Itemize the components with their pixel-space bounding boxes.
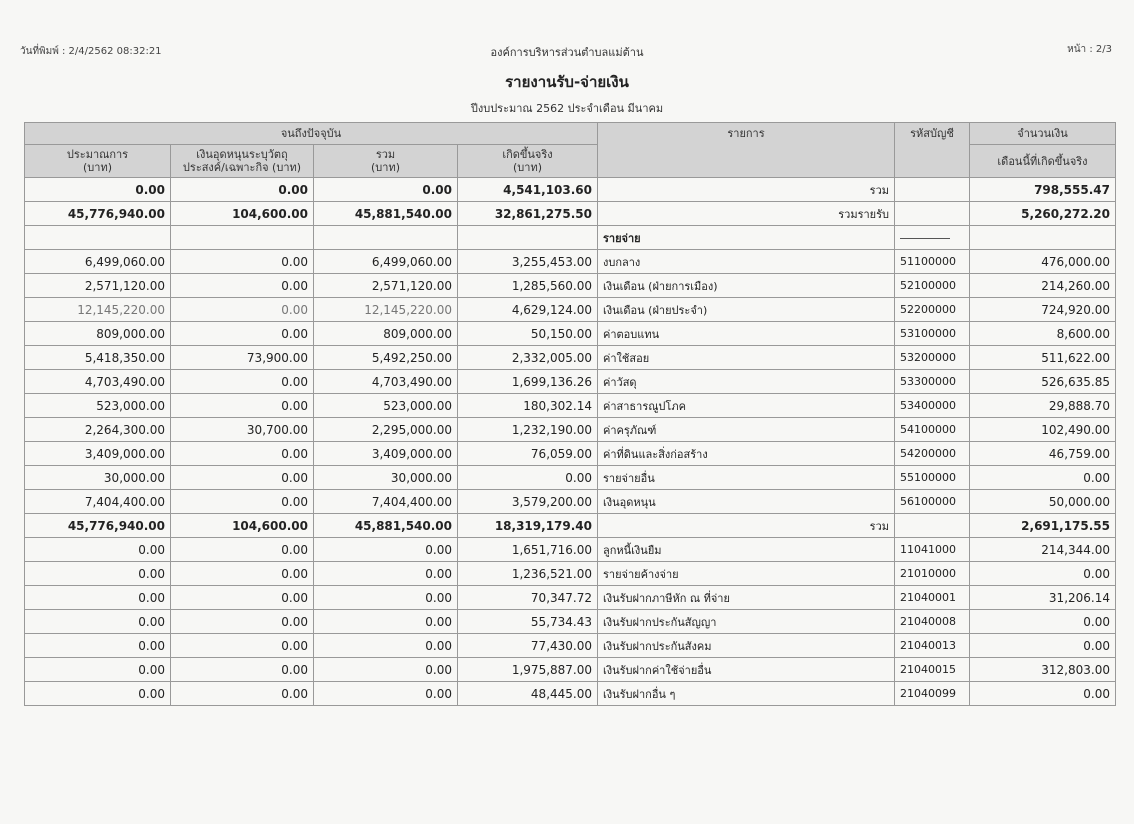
cell-item-name: เงินรับฝากอื่น ๆ — [598, 682, 895, 706]
other-rows — [25, 538, 1116, 706]
empty-cell — [171, 226, 314, 250]
cell-amount: 214,260.00 — [970, 274, 1116, 298]
cell-actual: 77,430.00 — [458, 634, 598, 658]
cell-account-code: 53300000 — [895, 370, 970, 394]
cell-budget: 45,776,940.00 — [25, 202, 171, 226]
report-table — [24, 122, 1116, 706]
cell-total: 45,881,540.00 — [314, 202, 458, 226]
cell-reserve: 0.00 — [171, 634, 314, 658]
cell-budget: 0.00 — [25, 634, 171, 658]
cell-reserve: 0.00 — [171, 562, 314, 586]
cell-total: 3,409,000.00 — [314, 442, 458, 466]
cell-reserve: 30,700.00 — [171, 418, 314, 442]
cell-actual: 4,541,103.60 — [458, 178, 598, 202]
cell-item-name: รายจ่ายค้างจ่าย — [598, 562, 895, 586]
header-total: รวม (บาท) — [314, 145, 458, 178]
cell-amount: 526,635.85 — [970, 370, 1116, 394]
cell-actual: 2,332,005.00 — [458, 346, 598, 370]
cell-item-name: เงินรับฝากค่าใช้จ่ายอื่น — [598, 658, 895, 682]
section-row — [25, 226, 1116, 250]
header-actual: เกิดขึ้นจริง (บาท) — [458, 145, 598, 178]
cell-budget: 2,571,120.00 — [25, 274, 171, 298]
cell-total: 4,703,490.00 — [314, 370, 458, 394]
cell-item-name: เงินรับฝากภาษีหัก ณ ที่จ่าย — [598, 586, 895, 610]
cell-actual: 1,975,887.00 — [458, 658, 598, 682]
header-item: รายการ — [598, 123, 895, 178]
cell-account-code: 51100000 — [895, 250, 970, 274]
cell-amount: 0.00 — [970, 466, 1116, 490]
cell-actual: 1,236,521.00 — [458, 562, 598, 586]
cell-amount: 5,260,272.20 — [970, 202, 1116, 226]
table-row — [25, 442, 1116, 466]
cell-item-name: รายจ่ายอื่น — [598, 466, 895, 490]
cell-account-code: 56100000 — [895, 490, 970, 514]
table-row — [25, 682, 1116, 706]
cell-item-name: เงินอุดหนุน — [598, 490, 895, 514]
cell-reserve: 104,600.00 — [171, 202, 314, 226]
cell-total: 0.00 — [314, 610, 458, 634]
empty-cell — [314, 226, 458, 250]
table-header — [25, 123, 1116, 178]
cell-budget: 0.00 — [25, 682, 171, 706]
header-budget: ประมาณการ (บาท) — [25, 145, 171, 178]
cell-total: 0.00 — [314, 586, 458, 610]
cell-budget: 7,404,400.00 — [25, 490, 171, 514]
table-row — [25, 634, 1116, 658]
cell-amount: 312,803.00 — [970, 658, 1116, 682]
cell-account-code: 54200000 — [895, 442, 970, 466]
cell-actual: 3,255,453.00 — [458, 250, 598, 274]
table-row — [25, 610, 1116, 634]
cell-account-code: 52100000 — [895, 274, 970, 298]
cell-account-code: 52200000 — [895, 298, 970, 322]
cell-total: 0.00 — [314, 562, 458, 586]
cell-reserve: 0.00 — [171, 610, 314, 634]
cell-budget: 809,000.00 — [25, 322, 171, 346]
cell-actual: 1,699,136.26 — [458, 370, 598, 394]
cell-reserve: 104,600.00 — [171, 514, 314, 538]
cell-actual: 48,445.00 — [458, 682, 598, 706]
cell-item-name: เงินรับฝากประกันสังคม — [598, 634, 895, 658]
cell-budget: 0.00 — [25, 562, 171, 586]
cell-total: 45,881,540.00 — [314, 514, 458, 538]
cell-amount: 0.00 — [970, 562, 1116, 586]
header-amount-month: เดือนนี้ที่เกิดขึ้นจริง — [970, 145, 1116, 178]
cell-item-name: เงินเดือน (ฝ่ายการเมือง) — [598, 274, 895, 298]
cell-account-code: 21040008 — [895, 610, 970, 634]
table-row — [25, 274, 1116, 298]
cell-total: 2,571,120.00 — [314, 274, 458, 298]
cell-reserve: 0.00 — [171, 394, 314, 418]
cell-budget: 0.00 — [25, 586, 171, 610]
cell-actual: 1,285,560.00 — [458, 274, 598, 298]
cell-total: 2,295,000.00 — [314, 418, 458, 442]
cell-amount: 46,759.00 — [970, 442, 1116, 466]
cell-amount: 50,000.00 — [970, 490, 1116, 514]
cell-total: 7,404,400.00 — [314, 490, 458, 514]
cell-budget: 6,499,060.00 — [25, 250, 171, 274]
cell-amount: 31,206.14 — [970, 586, 1116, 610]
cell-amount: 29,888.70 — [970, 394, 1116, 418]
cell-budget: 4,703,490.00 — [25, 370, 171, 394]
section-label: รายจ่าย — [598, 226, 895, 250]
cell-actual: 1,651,716.00 — [458, 538, 598, 562]
cell-reserve: 0.00 — [171, 658, 314, 682]
cell-account-code: 21040001 — [895, 586, 970, 610]
cell-amount: 102,490.00 — [970, 418, 1116, 442]
cell-total: 0.00 — [314, 658, 458, 682]
cell-actual: 3,579,200.00 — [458, 490, 598, 514]
cell-item-name: งบกลาง — [598, 250, 895, 274]
cell-reserve: 0.00 — [171, 250, 314, 274]
cell-item-name: ลูกหนี้เงินยืม — [598, 538, 895, 562]
cell-total: 0.00 — [314, 178, 458, 202]
cell-budget: 0.00 — [25, 610, 171, 634]
cell-account-code: 55100000 — [895, 466, 970, 490]
cell-total: 12,145,220.00 — [314, 298, 458, 322]
cell-budget: 523,000.00 — [25, 394, 171, 418]
cell-budget: 0.00 — [25, 538, 171, 562]
cell-code — [895, 202, 970, 226]
cell-reserve: 0.00 — [171, 298, 314, 322]
cell-amount: 8,600.00 — [970, 322, 1116, 346]
cell-total: 523,000.00 — [314, 394, 458, 418]
header-to-date-group: จนถึงปัจจุบัน — [25, 123, 598, 145]
cell-item-name: ค่าตอบแทน — [598, 322, 895, 346]
cell-actual: 32,861,275.50 — [458, 202, 598, 226]
cell-amount: 511,622.00 — [970, 346, 1116, 370]
report-title: รายงานรับ-จ่ายเงิน — [505, 73, 629, 91]
cell-reserve: 0.00 — [171, 466, 314, 490]
empty-cell — [970, 226, 1116, 250]
empty-cell — [25, 226, 171, 250]
table-row — [25, 466, 1116, 490]
cell-amount: 724,920.00 — [970, 298, 1116, 322]
header-reserve: เงินอุดหนุนระบุวัตถุ ประสงค์/เฉพาะกิจ (บาท) — [171, 145, 314, 178]
cell-budget: 12,145,220.00 — [25, 298, 171, 322]
cell-actual: 180,302.14 — [458, 394, 598, 418]
cell-account-code: 21010000 — [895, 562, 970, 586]
cell-budget: 3,409,000.00 — [25, 442, 171, 466]
table-row — [25, 346, 1116, 370]
table-row — [25, 562, 1116, 586]
table-row — [25, 394, 1116, 418]
cell-reserve: 0.00 — [171, 682, 314, 706]
table-row — [25, 178, 1116, 202]
cell-account-code: 11041000 — [895, 538, 970, 562]
cell-item-name: ค่าสาธารณูปโภค — [598, 394, 895, 418]
cell-account-code: 53400000 — [895, 394, 970, 418]
cell-item-name: ค่าใช้สอย — [598, 346, 895, 370]
cell-reserve: 73,900.00 — [171, 346, 314, 370]
cell-actual: 18,319,179.40 — [458, 514, 598, 538]
cell-total: 6,499,060.00 — [314, 250, 458, 274]
cell-actual: 70,347.72 — [458, 586, 598, 610]
cell-actual: 50,150.00 — [458, 322, 598, 346]
cell-account-code: 21040013 — [895, 634, 970, 658]
cell-label: รวม — [598, 514, 895, 538]
table-row — [25, 418, 1116, 442]
table-row — [25, 370, 1116, 394]
dash-line — [900, 238, 950, 239]
cell-reserve: 0.00 — [171, 586, 314, 610]
cell-actual: 0.00 — [458, 466, 598, 490]
cell-code — [895, 178, 970, 202]
dash-cell — [895, 226, 970, 250]
cell-total: 0.00 — [314, 682, 458, 706]
header-amount: จำนวนเงิน — [970, 123, 1116, 145]
cell-amount: 214,344.00 — [970, 538, 1116, 562]
cell-label: รวม — [598, 178, 895, 202]
cell-amount: 0.00 — [970, 634, 1116, 658]
cell-budget: 0.00 — [25, 178, 171, 202]
cell-reserve: 0.00 — [171, 370, 314, 394]
table-row — [25, 538, 1116, 562]
cell-reserve: 0.00 — [171, 538, 314, 562]
cell-reserve: 0.00 — [171, 178, 314, 202]
cell-total: 30,000.00 — [314, 466, 458, 490]
cell-amount: 476,000.00 — [970, 250, 1116, 274]
cell-item-name: ค่าวัสดุ — [598, 370, 895, 394]
cell-item-name: ค่าครุภัณฑ์ — [598, 418, 895, 442]
cell-total: 809,000.00 — [314, 322, 458, 346]
cell-item-name: เงินเดือน (ฝ่ายประจำ) — [598, 298, 895, 322]
cell-amount: 0.00 — [970, 610, 1116, 634]
cell-budget: 45,776,940.00 — [25, 514, 171, 538]
cell-account-code: 54100000 — [895, 418, 970, 442]
cell-actual: 1,232,190.00 — [458, 418, 598, 442]
cell-reserve: 0.00 — [171, 322, 314, 346]
cell-actual: 4,629,124.00 — [458, 298, 598, 322]
cell-account-code: 21040099 — [895, 682, 970, 706]
organization-name: องค์การบริหารส่วนตำบลแม่ต้าน — [490, 46, 644, 59]
cell-item-name: ค่าที่ดินและสิ่งก่อสร้าง — [598, 442, 895, 466]
report-subtitle: ปีงบประมาณ 2562 ประจำเดือน มีนาคม — [470, 102, 664, 115]
cell-actual: 76,059.00 — [458, 442, 598, 466]
cell-item-name: เงินรับฝากประกันสัญญา — [598, 610, 895, 634]
cell-account-code: 21040015 — [895, 658, 970, 682]
cell-amount: 2,691,175.55 — [970, 514, 1116, 538]
cell-label: รวมรายรับ — [598, 202, 895, 226]
table-row — [25, 250, 1116, 274]
cell-account-code: 53200000 — [895, 346, 970, 370]
expense-rows — [25, 250, 1116, 514]
header-account-code: รหัสบัญชี — [895, 123, 970, 178]
table-row — [25, 202, 1116, 226]
cell-amount: 798,555.47 — [970, 178, 1116, 202]
expense-total-row — [25, 514, 1116, 538]
cell-amount: 0.00 — [970, 682, 1116, 706]
cell-reserve: 0.00 — [171, 274, 314, 298]
cell-actual: 55,734.43 — [458, 610, 598, 634]
cell-total: 0.00 — [314, 634, 458, 658]
cell-budget: 2,264,300.00 — [25, 418, 171, 442]
table-row — [25, 658, 1116, 682]
cell-reserve: 0.00 — [171, 442, 314, 466]
cell-code — [895, 514, 970, 538]
table-row — [25, 322, 1116, 346]
page-number: หน้า : 2/3 — [1067, 44, 1112, 55]
table-row — [25, 586, 1116, 610]
cell-account-code: 53100000 — [895, 322, 970, 346]
print-date: วันที่พิมพ์ : 2/4/2562 08:32:21 — [20, 46, 162, 57]
table-row — [25, 298, 1116, 322]
empty-cell — [458, 226, 598, 250]
cell-reserve: 0.00 — [171, 490, 314, 514]
cell-total: 0.00 — [314, 538, 458, 562]
cell-budget: 30,000.00 — [25, 466, 171, 490]
cell-budget: 0.00 — [25, 658, 171, 682]
cell-budget: 5,418,350.00 — [25, 346, 171, 370]
cell-total: 5,492,250.00 — [314, 346, 458, 370]
table-row — [25, 490, 1116, 514]
